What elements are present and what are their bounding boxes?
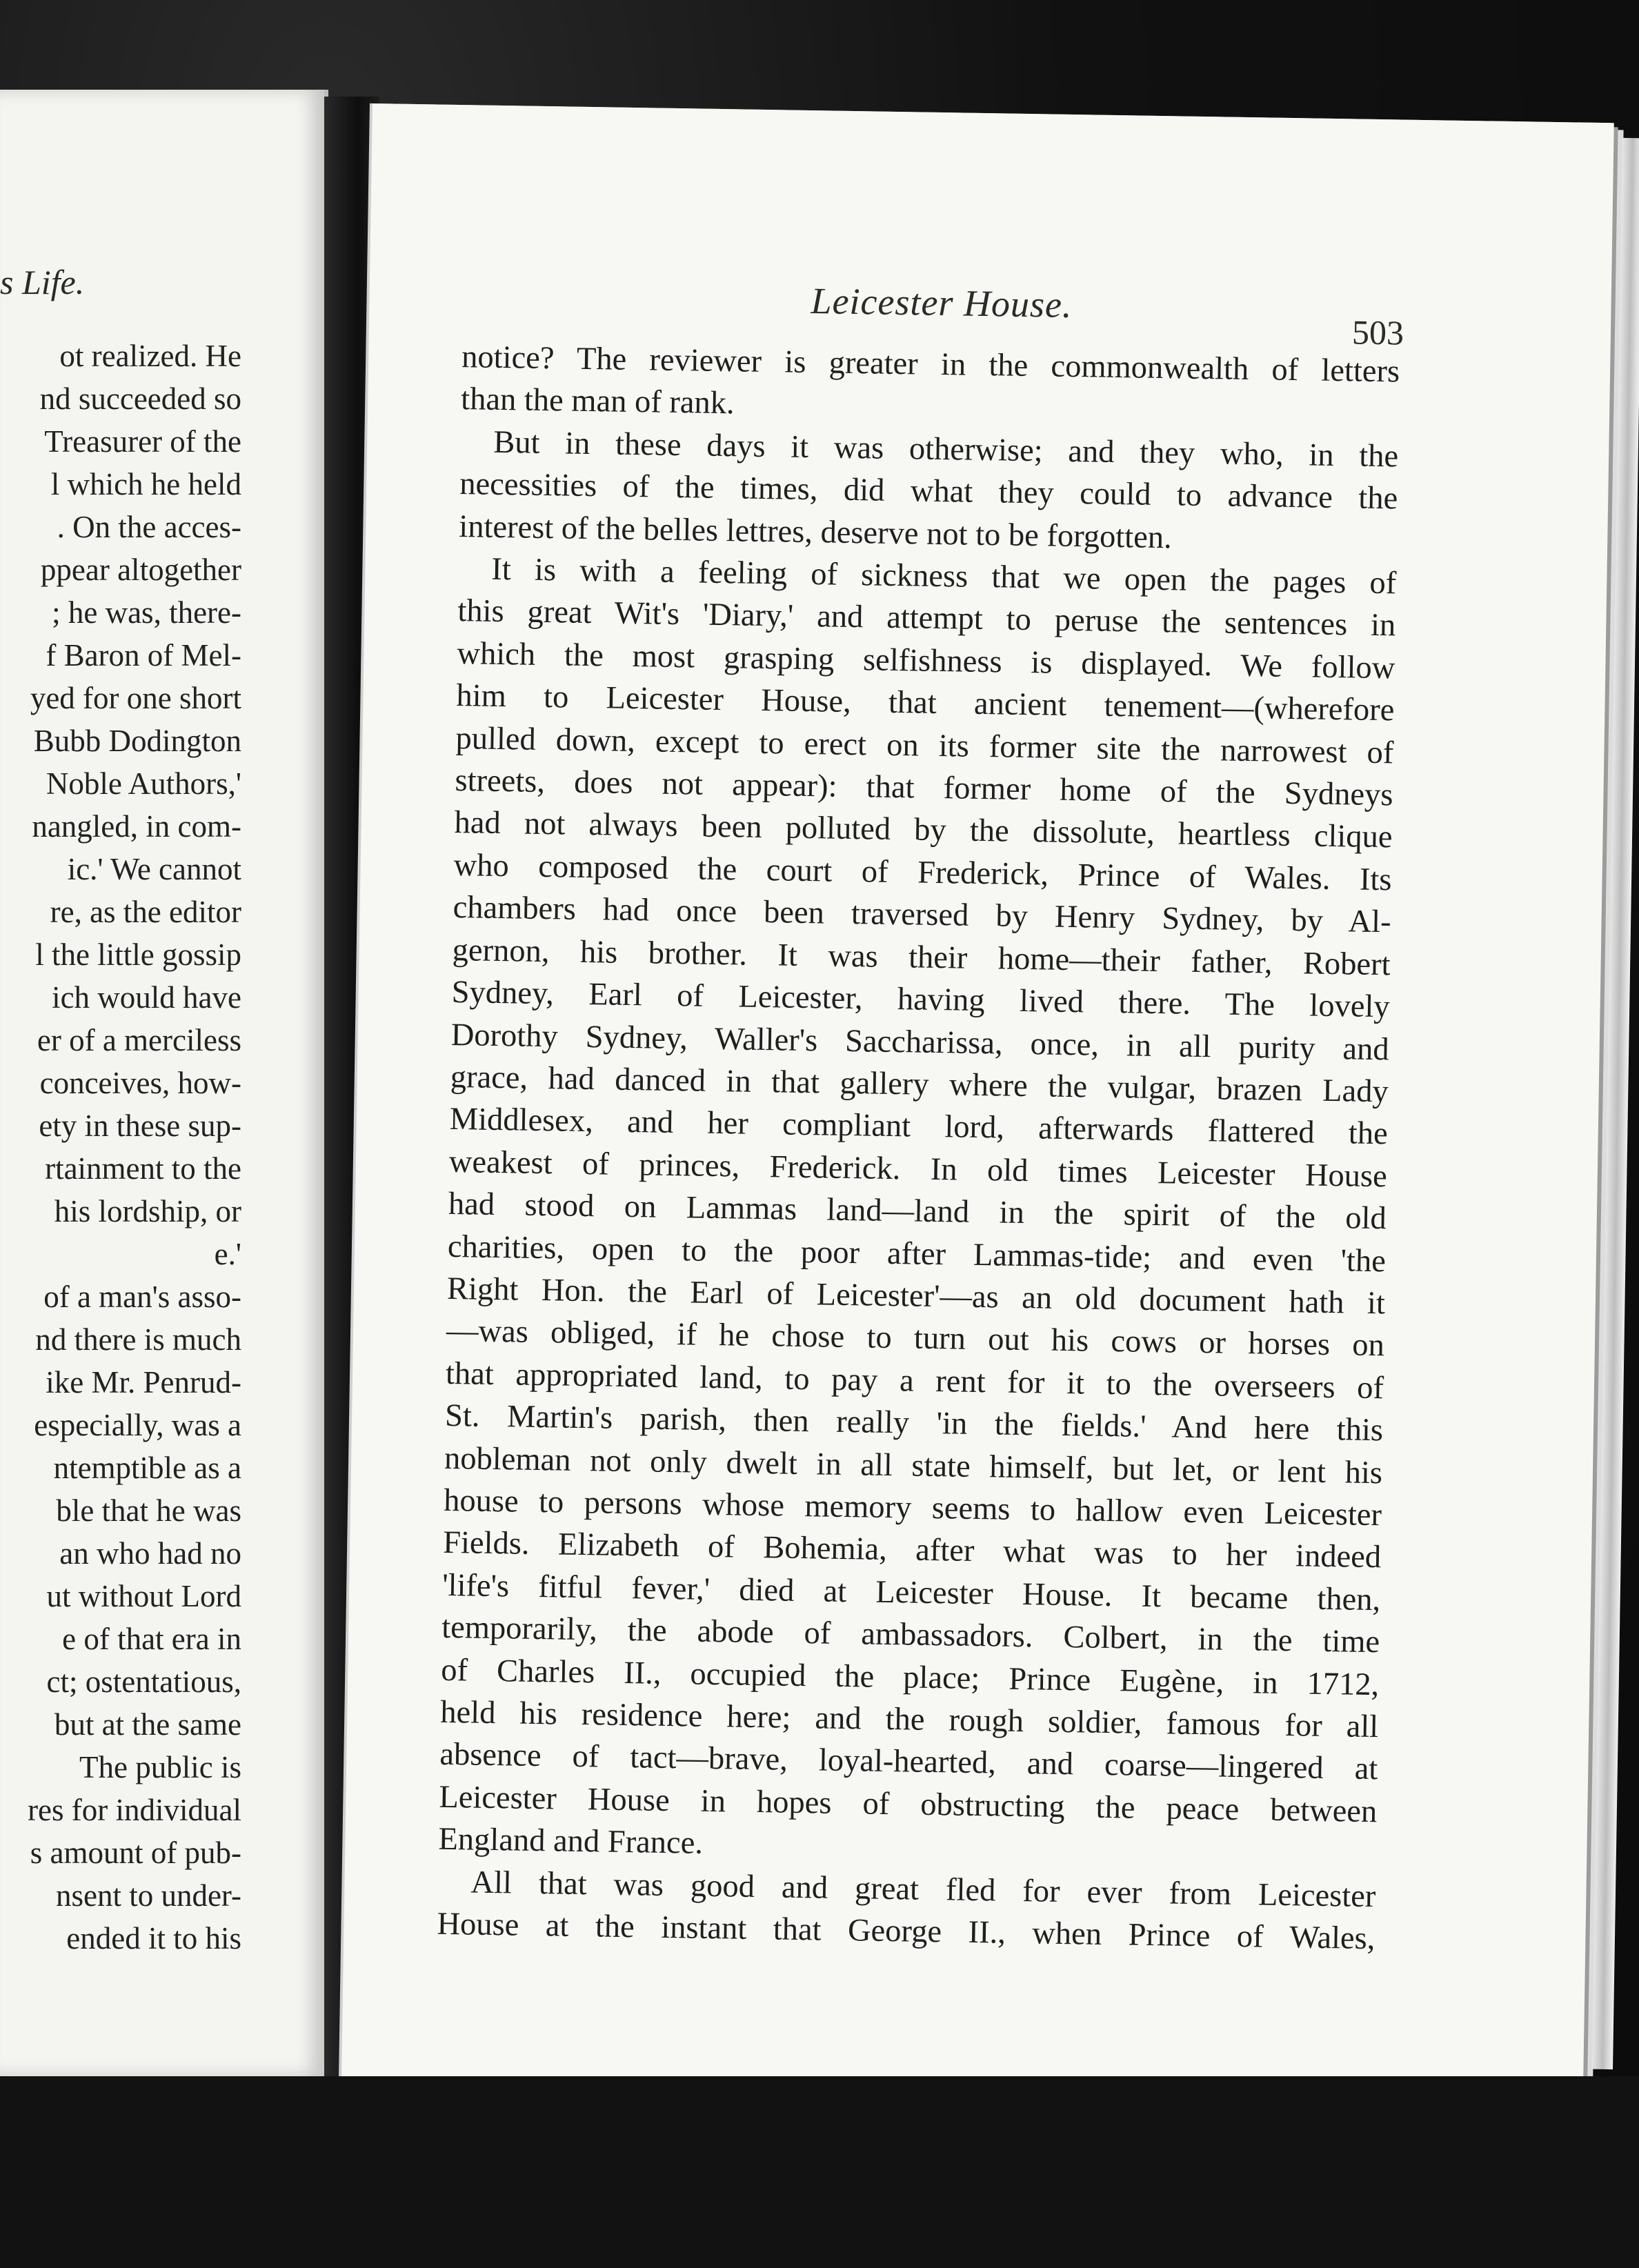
text-line: nobleman not only dwelt in all state himself, but let, or lent his (444, 1440, 1383, 1491)
text-line: chambers had once been traversed by Henry Sydney, by Al- (453, 890, 1391, 940)
text-line: interest of the belles lettres, deserve not to be forgotten. (458, 508, 1173, 555)
left-text-line: his lordship, or (54, 1194, 241, 1228)
text-line: which the most grasping selfishness is displayed. We follow (457, 635, 1395, 686)
text-line: this great Wit's 'Diary,' and attempt to peruse the sentences in (457, 593, 1396, 644)
text-line: Middlesex, and her compliant lord, afterwards flattered the (449, 1102, 1389, 1152)
text-line: streets, does not appear): that former home of the Sydneys (455, 763, 1393, 813)
left-text-line: Treasurer of the (44, 424, 241, 459)
text-line: that appropriated land, to pay a rent for it to the overseers of (445, 1355, 1384, 1406)
text-line: of Charles II., occupied the place; Prince Eugène, in 1712, (440, 1652, 1380, 1702)
text-line: pulled down, except to erect on its former site the narrowest of (455, 720, 1394, 771)
text-line: House at the instant that George II., when Prince of Wales, (437, 1906, 1375, 1957)
text-line: weakest of princes, Frederick. In old times Leicester House (448, 1144, 1388, 1195)
page-number: 503 (1351, 312, 1404, 352)
text-line: absence of tact—brave, loyal-hearted, and coarse—lingered at (439, 1737, 1378, 1787)
left-text-line: s amount of pub- (30, 1836, 241, 1870)
left-text-line: rtainment to the (45, 1151, 241, 1186)
left-text-line: e of that era in (62, 1622, 241, 1656)
left-text-line: ct; ostentatious, (46, 1664, 241, 1699)
left-text-line: ety in these sup- (39, 1108, 241, 1143)
text-line: Leicester House in hopes of obstructing the peace between (439, 1779, 1378, 1829)
text-line: him to Leicester House, that ancient tenement—(wherefore (456, 678, 1395, 728)
text-line: house to persons whose memory seems to hallow even Leicester (443, 1482, 1382, 1533)
left-text-line: ich would have (52, 980, 241, 1015)
left-text-line: ot realized. He (59, 339, 241, 373)
text-line: charities, open to the poor after Lammas-tide; and even 'the (447, 1228, 1387, 1279)
left-text-line: e.' (214, 1237, 241, 1271)
right-page (341, 103, 1614, 2109)
body-text (437, 336, 1400, 1960)
text-line: Fields. Elizabeth of Bohemia, after what was to her indeed (442, 1525, 1382, 1575)
left-page (0, 90, 328, 2076)
text-line: had stood on Lammas land—land in the spirit of the old (448, 1186, 1387, 1237)
left-text-line: ntemptible as a (53, 1451, 241, 1485)
text-line: who composed the court of Frederick, Prince of Wales. Its (453, 847, 1392, 898)
left-text-line: but at the same (54, 1707, 241, 1742)
running-head: Leicester House. (811, 280, 1073, 326)
text-line: —was obliged, if he chose to turn out his cows or horses on (446, 1313, 1385, 1364)
left-text-line: l the little gossip (35, 937, 241, 972)
text-line: 'life's fitful fever,' died at Leicester House. It became then, (441, 1567, 1381, 1618)
left-text-line: an who had no (59, 1536, 241, 1571)
left-text-line: ppear altogether (40, 553, 241, 587)
left-text-line: Bubb Dodington (33, 724, 241, 758)
left-text-line: re, as the editor (50, 895, 241, 929)
text-line: than the man of rank. (460, 381, 735, 421)
left-running-head: s Life. (0, 263, 85, 301)
text-line: necessities of the times, did what they could to advance the (459, 466, 1398, 517)
left-text-line: of a man's asso- (43, 1280, 241, 1314)
text-line: St. Martin's parish, then really 'in the fields.' And here this (444, 1398, 1384, 1449)
text-line: Sydney, Earl of Leicester, having lived there. The lovely (451, 975, 1391, 1025)
left-page-text (0, 335, 241, 1960)
text-line: held his residence here; and the rough soldier, famous for all (439, 1694, 1379, 1745)
left-text-line: er of a merciless (37, 1023, 241, 1057)
text-line: gernon, his brother. It was their home—their father, Robert (452, 932, 1391, 983)
text-line: All that was good and great fled for ever from Leicester (470, 1864, 1376, 1914)
left-text-line: ble that he was (56, 1493, 241, 1528)
left-text-line: ike Mr. Penrud- (46, 1365, 241, 1400)
text-line: notice? The reviewer is greater in the commonwealth of letters (461, 339, 1400, 390)
scan-bottom (0, 2076, 1639, 2268)
left-text-line: nsent to under- (55, 1878, 241, 1913)
left-text-line: nangled, in com- (32, 809, 241, 844)
text-line: had not always been polluted by the dissolute, heartless clique (454, 805, 1393, 855)
left-text-line: Noble Authors,' (46, 766, 241, 801)
text-line: It is with a feeling of sickness that we open the pages of (491, 551, 1397, 601)
left-text-line: yed for one short (30, 681, 241, 715)
text-line: England and France. (438, 1822, 704, 1862)
left-text-line: nd succeeded so (39, 381, 241, 416)
left-text-line: l which he held (50, 467, 241, 501)
left-text-line: res for individual (28, 1793, 241, 1827)
left-text-line: conceives, how- (39, 1066, 241, 1100)
left-text-line: The public is (79, 1750, 241, 1784)
text-line: Right Hon. the Earl of Leicester'—as an old document hath it (446, 1271, 1386, 1322)
left-text-line: ut without Lord (46, 1579, 241, 1613)
text-line: Dorothy Sydney, Waller's Saccharissa, once, in all purity and (450, 1017, 1390, 1067)
left-text-line: nd there is much (35, 1322, 241, 1357)
left-text-line: especially, was a (34, 1408, 241, 1442)
text-line: grace, had danced in that gallery where the vulgar, brazen Lady (450, 1059, 1389, 1110)
left-text-line: ic.' We cannot (67, 852, 241, 886)
left-text-line: ended it to his (66, 1921, 241, 1956)
text-line: But in these days it was otherwise; and they who, in the (493, 424, 1399, 475)
left-text-line: . On the acces- (57, 510, 241, 544)
left-text-line: f Baron of Mel- (46, 638, 241, 673)
left-text-line: ; he was, there- (52, 595, 241, 630)
text-line: temporarily, the abode of ambassadors. Colbert, in the time (441, 1610, 1380, 1660)
